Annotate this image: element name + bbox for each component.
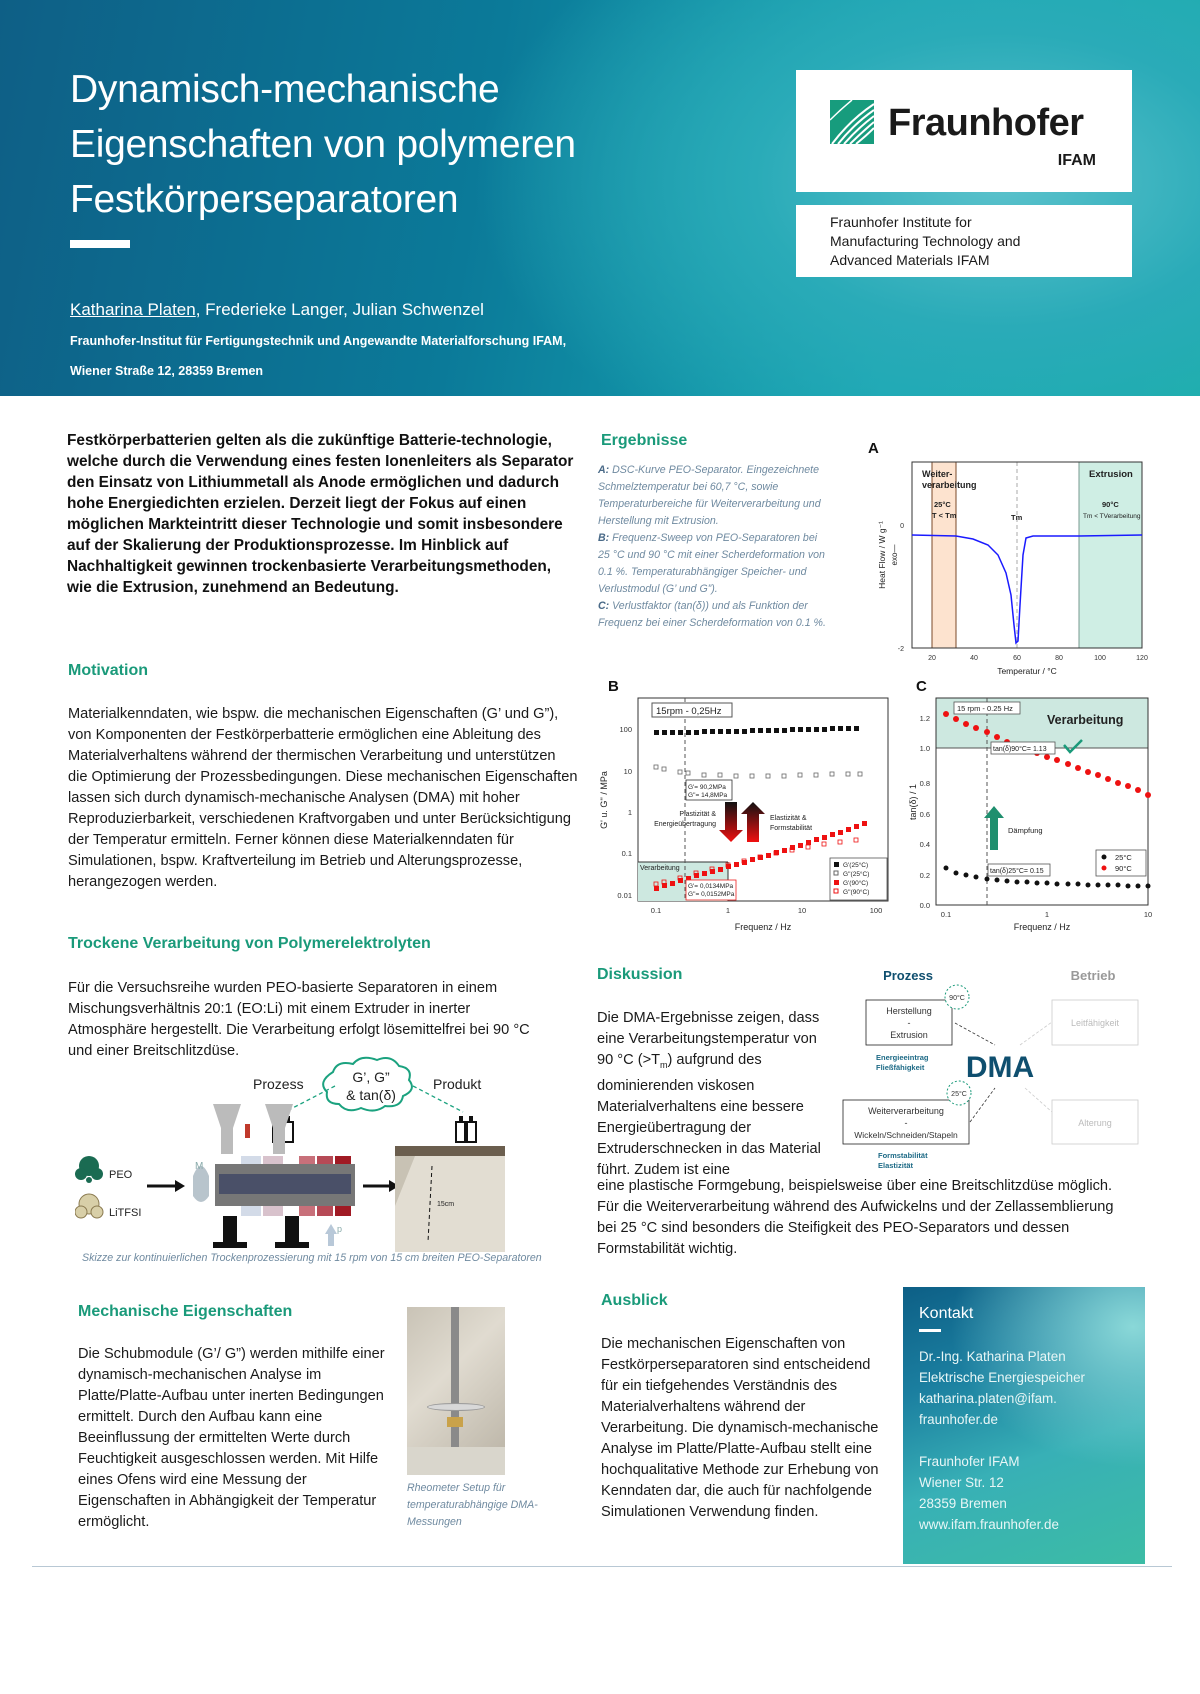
svg-text:90°C: 90°C xyxy=(1102,500,1119,509)
svg-text:15rpm - 0,25Hz: 15rpm - 0,25Hz xyxy=(656,706,722,717)
tan-delta-chart xyxy=(890,690,1170,940)
logo-wordmark: Fraunhofer xyxy=(888,102,1084,144)
svg-text:1: 1 xyxy=(1044,910,1050,919)
svg-text:Weiterverarbeitung: Weiterverarbeitung xyxy=(868,1106,944,1116)
svg-text:LiTFSI: LiTFSI xyxy=(109,1207,142,1219)
fraunhofer-logo xyxy=(796,70,1132,192)
diskussion-text-narrow: Die DMA-Ergebnisse zeigen, dass eine Verarbeitungstemperatur von 90 °C $(>T_m)$ aufgrund des dominierenden viskosen Materialverhaltens eine bessere Energieübertragung der Extruderschnecken in das Material führt. Zudem ist eine xyxy=(597,1010,821,1178)
svg-text:0.1: 0.1 xyxy=(621,849,632,858)
svg-text:& tan(δ): & tan(δ) xyxy=(346,1087,396,1103)
svg-text:80: 80 xyxy=(1055,655,1063,662)
svg-text:25°C: 25°C xyxy=(1115,853,1132,862)
svg-text:120: 120 xyxy=(1136,655,1148,662)
svg-text:exo—: exo— xyxy=(890,544,899,566)
svg-text:G''(90°C): G''(90°C) xyxy=(843,889,870,896)
contact-divider xyxy=(919,1329,941,1332)
svg-text:G'(90°C): G'(90°C) xyxy=(843,880,869,887)
binoculars-icon xyxy=(456,1116,476,1142)
rheometer-caption: Rheometer Setup für temperaturabhängige DMA-Messungen xyxy=(407,1482,538,1528)
co-authors: , Frederieke Langer, Julian Schwenzel xyxy=(195,300,484,319)
svg-text:40: 40 xyxy=(970,655,978,662)
litfsi-granules-icon xyxy=(75,1194,103,1218)
svg-text:Extrusion: Extrusion xyxy=(890,1030,928,1040)
intro-text: Festkörperbatterien gelten als die zukünftige Batterie-technologie, welche durch die Verwendung eines festen Ionenleiters als Separator den Einsatz von Lithiummetall als Anode ermöglichen und dadurch hohe Energiedichten erzielen. Derzeit liegt der Fokus auf einen möglichen Markteintritt dieser Technologie und somit insbesondere auf der Skalierung der Produktionsprozesse. Im Hinblick auf Nachhaltigkeit gewinnen trockenbasierte Verarbeitungsmethoden, wie die Extrusion, zunehmend an Bedeutung. xyxy=(67,432,574,596)
peo-granules-icon xyxy=(75,1156,103,1183)
contact-email[interactable]: katharina.platen@ifam. xyxy=(919,1391,1057,1406)
svg-text:0.01: 0.01 xyxy=(617,891,632,900)
svg-text:verarbeitung: verarbeitung xyxy=(922,480,977,490)
contact-website[interactable]: www.ifam.fraunhofer.de xyxy=(919,1517,1059,1532)
svg-text:0.8: 0.8 xyxy=(919,779,930,788)
svg-text:10: 10 xyxy=(797,906,807,915)
chart-a-label: A xyxy=(868,440,879,457)
institute-box xyxy=(796,205,1132,277)
dma-diagram xyxy=(840,960,1160,1175)
institute-line: Advanced Materials IFAM xyxy=(830,252,990,268)
svg-text:G' u. G'' / MPa: G' u. G'' / MPa xyxy=(599,771,609,829)
svg-text:-2: -2 xyxy=(897,646,904,653)
footer-divider xyxy=(32,1566,1172,1567)
svg-text:tan(δ) / 1: tan(δ) / 1 xyxy=(908,783,918,821)
svg-text:Extrusion: Extrusion xyxy=(1089,469,1133,480)
svg-text:0.2: 0.2 xyxy=(919,871,930,880)
svg-text:100: 100 xyxy=(619,725,632,734)
svg-text:100: 100 xyxy=(1094,655,1106,662)
svg-text:G''= 14,8MPa: G''= 14,8MPa xyxy=(688,792,728,799)
svg-text:1.2: 1.2 xyxy=(919,714,930,723)
contact-street: Wiener Str. 12 xyxy=(919,1475,1004,1490)
svg-text:0.1: 0.1 xyxy=(650,906,662,915)
svg-text:G''= 0,0152MPa: G''= 0,0152MPa xyxy=(688,891,735,898)
title-line: Festkörperseparatoren xyxy=(70,178,459,221)
authors xyxy=(70,300,484,320)
svg-text:Temperatur / °C: Temperatur / °C xyxy=(997,666,1057,676)
svg-text:Alterung: Alterung xyxy=(1078,1118,1112,1128)
affiliation: Fraunhofer-Institut für Fertigungstechnik und Angewandte Materialforschung IFAM, xyxy=(70,334,567,348)
ausblick-text: Die mechanischen Eigenschaften von Festkörperseparatoren sind entscheidend für ein tiefgehendes Verständnis des Materialverhaltens während der Verarbeitung. Die dynamisch-mechanische Analyse im Platte/Platte-Aufbau stellt eine hochqualitative Methode zur Erhebung von Kenndaten dar, die auch für nachfolgende Simulationen Verwendung finden. xyxy=(601,1336,879,1520)
motivation-text: Materialkenndaten, wie bspw. die mechanischen Eigenschaften (G’ und G”), von Komponenten der Festkörperbatterie ermöglichen eine Ableitung des Materialverhaltens während der thermischen Verarbeitung und unterstützen die Optimierung der Prozessbedingungen. Diese mechanischen Eigenschaften lassen sich durch dynamisch-mechanische Analysen (DMA) mit hoher Reproduzierbarkeit, verschiedenen Kraftvorgaben und unter Berücksichtigung der Temperatur ermitteln. Ferner können diese Materialkenndaten für Simulationen, bspw. Kraftverteilung im Betrieb und Alterungsprozesse, herangezogen werden. xyxy=(68,706,578,890)
extrusion-diagram xyxy=(75,1056,545,1276)
rheometer-photo xyxy=(407,1307,505,1475)
lead-author: Katharina Platen xyxy=(70,300,196,319)
svg-text:Weiter-: Weiter- xyxy=(922,469,953,479)
svg-text:Heat Flow / W g⁻¹: Heat Flow / W g⁻¹ xyxy=(877,521,887,589)
svg-text:0.4: 0.4 xyxy=(919,840,930,849)
svg-text:Verarbeitung: Verarbeitung xyxy=(640,865,680,872)
svg-text:90°C: 90°C xyxy=(949,995,965,1002)
svg-text:1: 1 xyxy=(725,906,731,915)
svg-text:Frequenz / Hz: Frequenz / Hz xyxy=(734,922,792,932)
fraunhofer-logo-icon xyxy=(830,100,874,144)
logo-sub: IFAM xyxy=(1057,152,1096,169)
contact-city: 28359 Bremen xyxy=(919,1496,1007,1511)
svg-text:25°C: 25°C xyxy=(951,1091,967,1098)
ergebnisse-heading: Ergebnisse xyxy=(601,432,688,449)
svg-text:DMA: DMA xyxy=(965,1051,1035,1084)
svg-text:Prozess: Prozess xyxy=(253,1076,304,1092)
extrusion-caption: Skizze zur kontinuierlichen Trockenprozessierung mit 15 rpm von 15 cm breiten PEO-Separatoren xyxy=(82,1252,542,1264)
contact-email-domain[interactable]: fraunhofer.de xyxy=(919,1412,998,1427)
svg-text:p: p xyxy=(337,1224,343,1234)
svg-text:Dämpfung: Dämpfung xyxy=(1008,826,1043,835)
svg-text:Fließfähigkeit: Fließfähigkeit xyxy=(876,1063,925,1072)
svg-text:PEO: PEO xyxy=(109,1169,133,1181)
svg-text:15cm: 15cm xyxy=(437,1201,455,1208)
svg-text:tan(δ)90°C= 1.13: tan(δ)90°C= 1.13 xyxy=(993,746,1047,753)
modulus-chart xyxy=(590,690,890,940)
svg-text:tan(δ)25°C= 0.15: tan(δ)25°C= 0.15 xyxy=(990,868,1044,875)
svg-text:Tm: Tm xyxy=(1011,513,1023,522)
svg-text:Tm < TVerarbeitung: Tm < TVerarbeitung xyxy=(1083,513,1141,520)
svg-text:0.6: 0.6 xyxy=(919,810,930,819)
svg-text:Leitfähigkeit: Leitfähigkeit xyxy=(1070,1018,1120,1028)
ergebnisse-caption: A: DSC-Kurve PEO-Separator. Eingezeichnete Schmelztemperatur bei 60,7 °C, sowie Temperaturbereiche für Weiterverarbeitung und Herstellung mit Extrusion. B: Frequenz-Sweep von PEO-Separatoren bei 25 °C und 90 °C mit einer Scherdeformation von 0.1 %. Temperaturabhängiger Speicher- und Verlustmodul (G’ und G”). C: Verlustfaktor (tan(δ)) und als Funktion der Frequenz bei einer Scherdeformation von 0.1 %. xyxy=(598,464,826,629)
motivation-heading: Motivation xyxy=(68,662,148,679)
svg-text:T < Tm: T < Tm xyxy=(932,511,957,520)
svg-text:0: 0 xyxy=(900,523,904,530)
contact-name: Dr.-Ing. Katharina Platen xyxy=(919,1349,1066,1364)
svg-text:Produkt: Produkt xyxy=(433,1076,482,1092)
spacer xyxy=(919,1430,1129,1451)
trocken-heading: Trockene Verarbeitung von Polymerelektrolyten xyxy=(68,935,431,952)
svg-text:Betrieb: Betrieb xyxy=(1070,968,1116,983)
svg-text:Herstellung: Herstellung xyxy=(886,1006,932,1016)
svg-text:Frequenz / Hz: Frequenz / Hz xyxy=(1013,922,1071,932)
svg-text:60: 60 xyxy=(1013,655,1021,662)
title-line: Eigenschaften von polymeren xyxy=(70,123,576,166)
svg-text:-: - xyxy=(904,1118,908,1128)
svg-text:G''(25°C): G''(25°C) xyxy=(843,871,870,878)
dsc-chart xyxy=(868,455,1158,680)
svg-text:Wickeln/Schneiden/Stapeln: Wickeln/Schneiden/Stapeln xyxy=(854,1130,958,1140)
contact-org: Fraunhofer IFAM xyxy=(919,1454,1020,1469)
svg-text:100: 100 xyxy=(869,906,883,915)
svg-text:25°C: 25°C xyxy=(934,500,951,509)
svg-text:0.1: 0.1 xyxy=(940,910,952,919)
diskussion-text-wide: eine plastische Formgebung, beispielsweise über eine Breitschlitzdüse möglich. Für die Weiterverarbeitung während des Aufwickelns und der Zellassemblierung bei 25 °C sind besonders die Steifigkeit des PEO-Separators und dessen Formstabilität wichtig. xyxy=(597,1178,1114,1257)
poster-header xyxy=(0,0,1200,396)
svg-text:10: 10 xyxy=(623,767,632,776)
svg-text:Energieeintrag: Energieeintrag xyxy=(876,1053,929,1062)
title-line: Dynamisch-mechanische xyxy=(70,68,500,111)
svg-text:1: 1 xyxy=(627,808,632,817)
svg-text:20: 20 xyxy=(928,655,936,662)
mechanisch-text: Die Schubmodule (G’/ G”) werden mithilfe einer dynamisch-mechanischen Analyse im Platte/Platte-Aufbau unter inerten Bedingungen ermittelt. Durch den Aufbau kann eine Beeinflussung der ermittelten Werte durch Feuchtigkeit ausgeschlossen werden. Mit Hilfe eines Ofens wird eine Messung der Eigenschaften in Abhängigkeit der Temperatur ermöglicht. xyxy=(78,1346,385,1530)
svg-text:Formstabilität: Formstabilität xyxy=(770,825,813,832)
institute-line: Fraunhofer Institute for xyxy=(830,214,972,230)
svg-text:G'= 0,0134MPa: G'= 0,0134MPa xyxy=(688,883,734,890)
contact-box xyxy=(903,1287,1145,1564)
trocken-text: Für die Versuchsreihe wurden PEO-basierte Separatoren in einem Mischungsverhältnis 20:1 (EO:Li) mit einem Extruder in inerter Atmosphäre hergestellt. Die Verarbeitung erfolgt lösemittelfrei bei 90 °C und einer Breitschlitzdüse. xyxy=(68,980,530,1059)
svg-text:-: - xyxy=(907,1018,911,1028)
svg-text:G’, G”: G’, G” xyxy=(352,1069,390,1085)
svg-text:90°C: 90°C xyxy=(1115,864,1132,873)
svg-text:G'(25°C): G'(25°C) xyxy=(843,862,869,869)
svg-text:Plastizität &: Plastizität & xyxy=(679,811,716,818)
chart-b-label: B xyxy=(608,678,619,695)
svg-text:Elastizität: Elastizität xyxy=(878,1161,914,1170)
svg-text:M: M xyxy=(195,1161,204,1172)
contact-title: Kontakt xyxy=(919,1305,974,1322)
chart-c-label: C xyxy=(916,678,927,695)
svg-text:Verarbeitung: Verarbeitung xyxy=(1047,713,1124,727)
mechanisch-heading: Mechanische Eigenschaften xyxy=(78,1303,293,1320)
diskussion-heading: Diskussion xyxy=(597,966,683,983)
svg-text:Prozess: Prozess xyxy=(883,968,933,983)
svg-text:Formstabilität: Formstabilität xyxy=(878,1151,928,1160)
svg-text:15 rpm - 0.25 Hz: 15 rpm - 0.25 Hz xyxy=(957,704,1013,713)
svg-text:G'= 90,2MPa: G'= 90,2MPa xyxy=(688,784,726,791)
poster-title xyxy=(70,62,690,227)
svg-text:Elastizität &: Elastizität & xyxy=(770,815,807,822)
title-divider xyxy=(70,240,130,248)
ausblick-heading: Ausblick xyxy=(601,1292,668,1309)
address: Wiener Straße 12, 28359 Bremen xyxy=(70,364,264,378)
svg-text:10: 10 xyxy=(1143,910,1153,919)
institute-line: Manufacturing Technology and xyxy=(830,233,1021,249)
svg-text:0.0: 0.0 xyxy=(919,901,930,910)
svg-text:1.0: 1.0 xyxy=(919,744,930,753)
svg-text:Energieübertragung: Energieübertragung xyxy=(654,821,716,828)
contact-dept: Elektrische Energiespeicher xyxy=(919,1370,1085,1385)
